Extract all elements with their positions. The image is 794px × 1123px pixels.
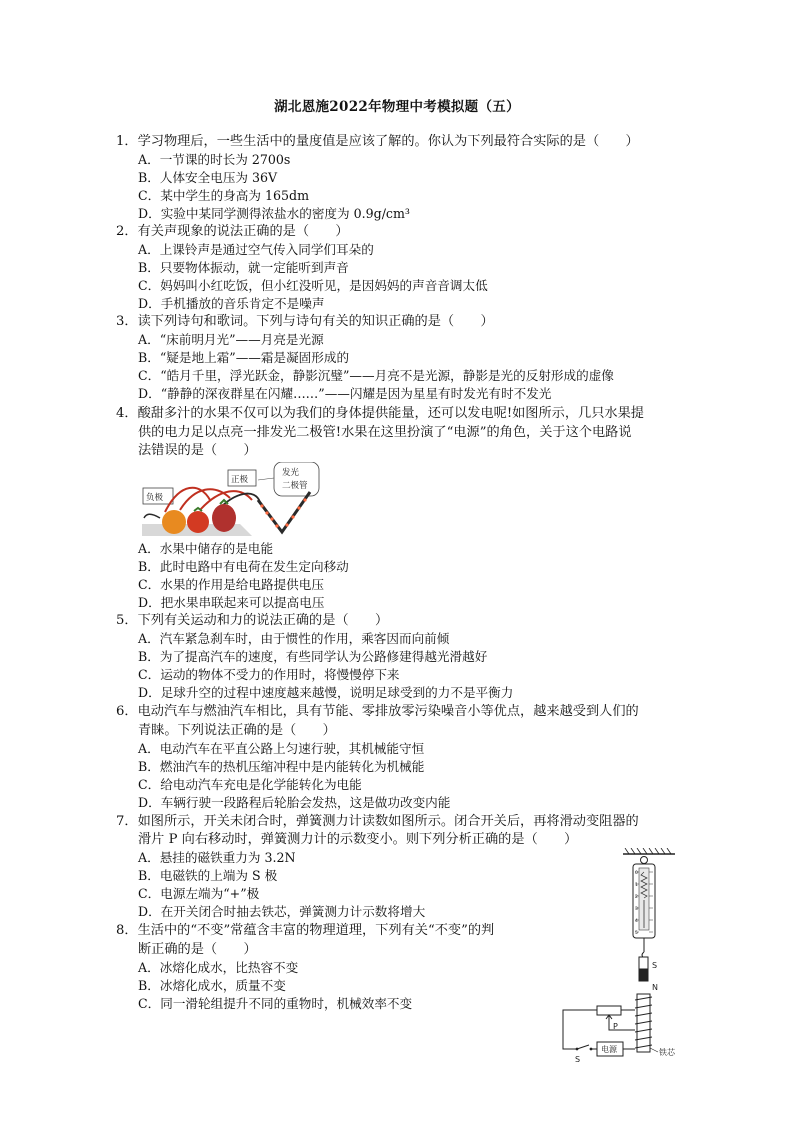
q4-option-d: D．把水果串联起来可以提高电压 [138,595,325,610]
label-led-2: 二极管 [282,481,308,491]
iron-core-label: 铁芯 [659,1048,675,1057]
question-8-stem: 8．生活中的“不变”常蕴含丰富的物理道理，下列有关“不变”的判 [116,923,495,938]
power-source-label: 电源 [601,1045,617,1054]
q8-option-c: C．同一滑轮组提升不同的重物时，机械效率不变 [138,996,413,1011]
q5-option-a: A．汽车紧急刹车时，由于惯性的作用，乘客因而向前倾 [138,631,450,646]
q1-option-c: C．某中学生的身高为 165dm [138,188,310,203]
q1-option-a: A．一节课的时长为 2700s [138,152,291,167]
magnet-s-label: S [652,961,658,970]
q7-option-a: A．悬挂的磁铁重力为 3.2N [138,850,296,865]
q2-option-a: A．上课铃声是通过空气传入同学们耳朵的 [138,242,374,257]
tick-1: 1 [635,883,638,888]
magnet-top [639,957,648,969]
rheostat [597,1006,621,1015]
label-positive: 正极 [231,475,249,485]
q4-option-c: C．水果的作用是给电路提供电压 [138,577,324,592]
q5-option-c: C．运动的物体不受力的作用时，将慢慢停下来 [138,667,400,682]
question-4-stem-line-3: 法错误的是（ ） [138,443,257,458]
slider-p-label: P [613,1022,618,1031]
q7-option-d: D．在开关闭合时抽去铁芯，弹簧测力计示数将增大 [138,904,426,919]
label-led-1: 发光 [282,468,300,478]
question-6-stem-line-2: 青睐。下列说法正确的是（ ） [138,723,336,738]
question-1-stem: 1．学习物理后，一些生活中的量度值是应该了解的。你认为下列最符合实际的是（ ） [116,134,639,149]
q3-option-b: B．“疑是地上霜”——霜是凝固形成的 [138,350,350,365]
q3-option-a: A．“床前明月光”——月亮是光源 [138,332,324,347]
tomato-fruit [187,511,209,533]
q8-option-b: B．冰熔化成水，质量不变 [138,978,286,993]
tick-3: 3 [635,907,638,912]
switch-s-label: S [575,1055,581,1063]
q8-option-a: A．冰熔化成水，比热容不变 [138,960,299,975]
question-2-stem: 2．有关声现象的说法正确的是（ ） [116,224,349,239]
q5-option-b: B．为了提高汽车的速度，有些同学认为公路修建得越光滑越好 [138,649,488,664]
question-4-stem: 4．酸甜多汁的水果不仅可以为我们的身体提供能量，还可以发电呢!如图所示，几只水果提 [116,406,644,421]
pomegranate-fruit [212,504,236,532]
question-7-stem: 7．如图所示，开关未闭合时，弹簧测力计读数如图所示。闭合开关后，再将滑动变阻器的 [116,814,639,829]
q2-option-d: D．手机播放的音乐肯定不是噪声 [138,296,325,311]
question-7-stem-line-2: 滑片 P 向右移动时，弹簧测力计的示数变小。则下列分析正确的是（ ） [138,832,578,847]
magnet-bottom [639,969,648,981]
tick-5: 5 [635,931,638,936]
question-8-stem-line-2: 断正确的是（ ） [138,942,257,957]
q5-option-d: D．足球升空的过程中速度越来越慢，说明足球受到的力不是平衡力 [138,685,514,700]
label-negative: 负极 [146,493,164,503]
question-5-stem: 5．下列有关运动和力的说法正确的是（ ） [116,613,389,628]
question-3-stem: 3．读下列诗句和歌词。下列与诗句有关的知识正确的是（ ） [116,314,494,329]
q4-option-a: A．水果中储存的是电能 [138,541,274,556]
question-4-stem-line-2: 供的电力足以点亮一排发光二极管!水果在这里扮演了“电源”的角色，关于这个电路说 [138,425,632,440]
q2-option-b: B．只要物体振动，就一定能听到声音 [138,260,349,275]
q6-option-c: C．给电动汽车充电是化学能转化为电能 [138,777,362,792]
page-title: 湖北恩施2022年物理中考模拟题（五） [274,99,520,115]
tick-0: 0 [635,871,638,876]
q1-option-b: B．人体安全电压为 36V [138,170,278,185]
q3-option-c: C．“皓月千里，浮光跃金，静影沉璧”——月亮不是光源，静影是光的反射形成的虚像 [138,368,614,383]
q7-option-b: B．电磁铁的上端为 S 极 [138,868,278,883]
q2-option-c: C．妈妈叫小红吃饭，但小红没听见，是因妈妈的声音音调太低 [138,278,488,293]
q6-option-b: B．燃油汽车的热机压缩冲程中是内能转化为机械能 [138,759,425,774]
electromagnet-circuit-figure [555,848,690,1063]
tick-2: 2 [635,895,638,900]
tick-4: 4 [635,919,638,924]
fruit-battery-figure [140,462,325,538]
q1-option-d: D．实验中某同学测得浓盐水的密度为 0.9g/cm³ [138,206,410,221]
q7-option-c: C．电源左端为“+”极 [138,886,260,901]
q6-option-d: D．车辆行驶一段路程后轮胎会发热，这是做功改变内能 [138,795,451,810]
magnet-n-label: N [652,983,658,992]
orange-fruit [162,510,186,534]
q6-option-a: A．电动汽车在平直公路上匀速行驶，其机械能守恒 [138,741,425,756]
q4-option-b: B．此时电路中有电荷在发生定向移动 [138,559,349,574]
q3-option-d: D．“静静的深夜群星在闪耀……”——闪耀是因为星星有时发光有时不发光 [138,386,552,401]
question-6-stem: 6．电动汽车与燃油汽车相比，具有节能、零排放零污染噪音小等优点，越来越受到人们的 [116,704,639,719]
